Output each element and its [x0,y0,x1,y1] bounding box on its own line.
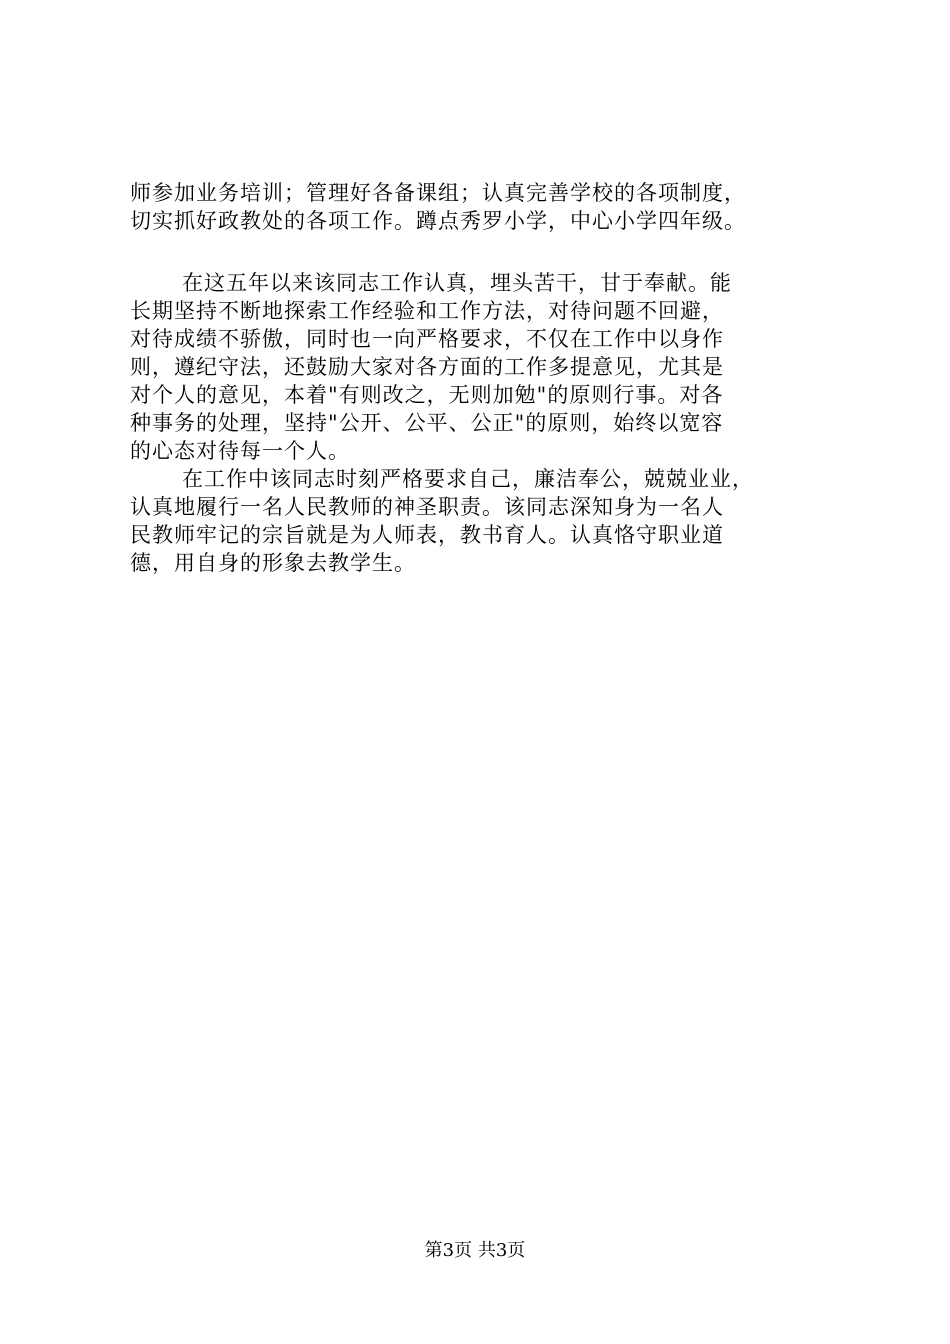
text-line: 德，用自身的形象去教学生。 [130,551,416,575]
text-line: 认真地履行一名人民教师的神圣职责。该同志深知身为一名人 [130,495,724,519]
paragraph-continued [130,179,830,235]
text-line: 在这五年以来该同志工作认真，埋头苦干，甘于奉献。能 [182,271,732,295]
paragraph-integrity [130,465,830,577]
text-line: 长期坚持不断地探索工作经验和工作方法，对待问题不回避， [130,299,724,323]
text-line: 切实抓好政教处的各项工作。蹲点秀罗小学，中心小学四年级。 [130,209,746,233]
text-line: 师参加业务培训；管理好各备课组；认真完善学校的各项制度， [130,181,746,205]
text-line: 种事务的处理，坚持"公开、公平、公正"的原则，始终以宽容 [130,411,724,435]
page-footer: 第3页 共3页 [424,1240,526,1261]
text-line: 则，遵纪守法，还鼓励大家对各方面的工作多提意见，尤其是 [130,355,724,379]
text-line: 的心态对待每一个人。 [130,439,350,463]
text-line: 对待成绩不骄傲，同时也一向严格要求，不仅在工作中以身作 [130,327,724,351]
body-text [130,269,830,577]
text-line: 民教师牢记的宗旨就是为人师表，教书育人。认真恪守职业道 [130,523,724,547]
text-line: 在工作中该同志时刻严格要求自己，廉洁奉公，兢兢业业， [182,467,754,491]
paragraph-work-attitude [130,269,830,465]
text-line: 对个人的意见，本着"有则改之，无则加勉"的原则行事。对各 [130,383,724,407]
